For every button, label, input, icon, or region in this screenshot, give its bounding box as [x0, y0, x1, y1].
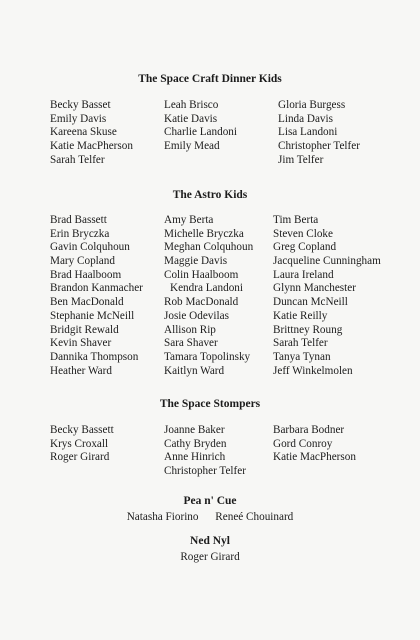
cast-name: Kareena Skuse	[50, 126, 117, 139]
cast-name: Brandon Kanmacher	[50, 282, 143, 295]
cast-name: Glynn Manchester	[273, 282, 356, 295]
cast-name: Katie MacPherson	[50, 140, 133, 153]
astro-column-3	[273, 214, 381, 378]
cast-name: Brad Haalboom	[50, 268, 122, 281]
cast-name: Reneé Chouinard	[215, 511, 294, 523]
cast-name: Laura Ireland	[273, 268, 334, 281]
cast-name: Becky Bassett	[50, 424, 114, 436]
cast-name: Stephanie McNeill	[50, 309, 135, 322]
cast-name: Brittney Roung	[273, 323, 343, 336]
cast-name: Natasha Fiorino	[126, 511, 199, 523]
cast-name: Allison Rip	[164, 323, 216, 336]
cast-name: Colin Haalboom	[164, 268, 239, 281]
space-craft-column-1	[50, 99, 133, 167]
cast-name: Leah Brisco	[164, 99, 219, 111]
cast-name: Krys Croxall	[50, 437, 109, 450]
cast-name: Tamara Topolinsky	[164, 350, 251, 363]
cast-name: Gloria Burgess	[278, 99, 346, 111]
stompers-column-2	[164, 424, 246, 479]
astro-column-2	[164, 214, 253, 378]
cast-name: Katie MacPherson	[273, 451, 356, 464]
cast-name: Charlie Landoni	[164, 126, 238, 139]
cast-name: Jacqueline Cunningham	[273, 255, 381, 268]
cast-name: Gord Conroy	[273, 437, 333, 450]
cast-name: Gavin Colquhoun	[50, 241, 130, 254]
cast-name: Lisa Landoni	[278, 126, 338, 139]
cast-name: Mary Copland	[50, 255, 115, 268]
cast-name: Bridgit Rewald	[50, 323, 119, 336]
cast-name: Amy Berta	[164, 214, 214, 226]
cast-name: Maggie Davis	[164, 255, 228, 268]
cast-name: Emily Davis	[50, 112, 107, 125]
cast-name: Sarah Telfer	[50, 153, 105, 166]
cast-name: Becky Basset	[50, 99, 111, 111]
cast-name: Greg Copland	[273, 241, 337, 254]
stompers-column-1	[50, 424, 114, 465]
cast-name: Anne Hinrich	[164, 451, 226, 464]
ned-nyl-names	[0, 550, 420, 564]
space-craft-column-3	[278, 99, 360, 167]
section-title-space-stompers: The Space Stompers	[159, 398, 261, 410]
cast-name: Heather Ward	[50, 364, 112, 377]
cast-name: Jeff Winkelmolen	[273, 364, 353, 377]
cast-name: Roger Girard	[180, 551, 240, 563]
cast-name: Kendra Landoni	[170, 282, 244, 295]
cast-name: Emily Mead	[164, 140, 220, 153]
astro-column-1	[50, 214, 143, 378]
cast-name: Jim Telfer	[278, 153, 324, 166]
cast-name: Ben MacDonald	[50, 296, 124, 309]
cast-name: Josie Odevilas	[164, 309, 229, 322]
cast-name: Kaitlyn Ward	[164, 364, 225, 377]
cast-name: Christopher Telfer	[278, 140, 360, 153]
cast-name: Kevin Shaver	[50, 337, 112, 350]
cast-name: Brad Bassett	[50, 214, 107, 226]
cast-name: Katie Reilly	[273, 309, 328, 322]
cast-name: Steven Cloke	[273, 227, 333, 240]
pea-n-cue-names	[0, 510, 420, 524]
cast-name: Joanne Baker	[164, 424, 225, 436]
cast-name: Duncan McNeill	[273, 296, 348, 309]
section-title-ned-nyl: Ned Nyl	[190, 535, 230, 547]
cast-name: Sarah Telfer	[273, 337, 328, 350]
space-craft-column-2	[164, 99, 237, 154]
cast-name: Erin Bryczka	[50, 227, 110, 240]
stompers-column-3	[273, 424, 356, 465]
cast-name: Sara Shaver	[164, 337, 218, 350]
cast-name: Barbara Bodner	[273, 424, 345, 436]
section-title-space-craft-dinner-kids: The Space Craft Dinner Kids	[138, 73, 282, 85]
cast-name: Meghan Colquhoun	[164, 241, 254, 254]
cast-name: Christopher Telfer	[164, 465, 246, 478]
cast-name: Tanya Tynan	[273, 350, 331, 363]
cast-name: Rob MacDonald	[164, 296, 239, 309]
cast-name: Cathy Bryden	[164, 437, 227, 450]
cast-name: Linda Davis	[278, 112, 333, 125]
section-title-pea-n-cue: Pea n' Cue	[183, 495, 237, 507]
cast-name: Dannika Thompson	[50, 350, 139, 363]
cast-name: Katie Davis	[164, 112, 218, 125]
cast-name: Roger Girard	[50, 451, 110, 464]
cast-name: Michelle Bryczka	[164, 227, 244, 240]
cast-name: Tim Berta	[273, 214, 319, 226]
section-title-astro-kids: The Astro Kids	[172, 189, 248, 201]
